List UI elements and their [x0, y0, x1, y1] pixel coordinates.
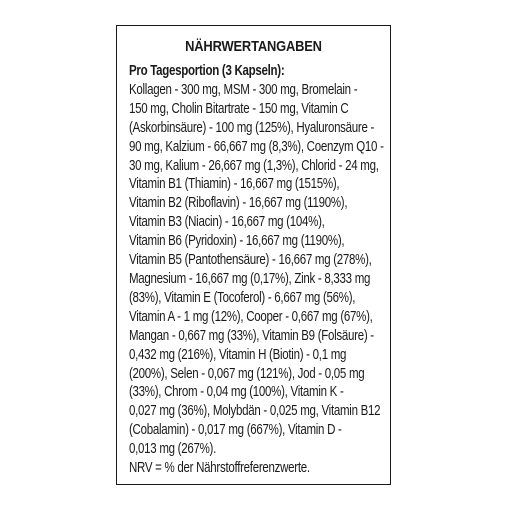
label-line: (33%), Chrom - 0,04 mg (100%), Vitamin K -: [129, 384, 344, 401]
label-line: Magnesium - 16,667 mg (0,17%), Zink - 8,333 mg: [129, 270, 371, 287]
label-line: 0,013 mg (267%).: [129, 441, 217, 458]
label-line: Vitamin B2 (Riboflavin) - 16,667 mg (1190%),: [129, 195, 348, 212]
label-line: Vitamin B3 (Niacin) - 16,667 mg (104%),: [129, 214, 325, 231]
label-line: Vitamin B6 (Pyridoxin) - 16,667 mg (1190%),: [129, 233, 345, 250]
label-line: 0,432 mg (216%), Vitamin H (Biotin) - 0,1 mg: [129, 346, 347, 363]
label-line: 150 mg, Cholin Bitartrate - 150 mg, Vitamin C: [129, 100, 349, 117]
nutrition-label: [116, 25, 391, 485]
nrv-footnote: NRV = % der Nährstoffreferenzwerte.: [129, 460, 310, 477]
label-line: 30 mg, Kalium - 26,667 mg (1,3%), Chlorid - 24 mg,: [129, 157, 379, 174]
label-line: 0,027 mg (36%), Molybdän - 0,025 mg, Vitamin B12: [129, 403, 381, 420]
label-title: NÄHRWERTANGABEN: [185, 38, 322, 55]
label-line: (83%), Vitamin E (Tocoferol) - 6,667 mg (56%),: [129, 289, 356, 306]
label-body: [129, 62, 384, 478]
label-line: Mangan - 0,667 mg (33%), Vitamin B9 (Folsäure) -: [129, 327, 374, 344]
label-line: (Cobalamin) - 0,017 mg (667%), Vitamin D -: [129, 422, 342, 439]
label-line: 90 mg, Kalzium - 66,667 mg (8,3%), Coenzym Q10 -: [129, 138, 384, 155]
label-line: Vitamin B1 (Thiamin) - 16,667 mg (1515%),: [129, 176, 340, 193]
label-line: Kollagen - 300 mg, MSM - 300 mg, Bromelain -: [129, 81, 358, 98]
label-line: (Askorbinsäure) - 100 mg (125%), Hyaluronsäure -: [129, 119, 375, 136]
label-line: Vitamin A - 1 mg (12%), Cooper - 0,667 mg (67%),: [129, 308, 373, 325]
label-line: Vitamin B5 (Pantothensäure) - 16,667 mg (278%),: [129, 252, 372, 269]
serving-subtitle: Pro Tagesportion (3 Kapseln):: [129, 63, 285, 79]
label-line: (200%), Selen - 0,067 mg (121%), Jod - 0,05 mg: [129, 365, 365, 382]
